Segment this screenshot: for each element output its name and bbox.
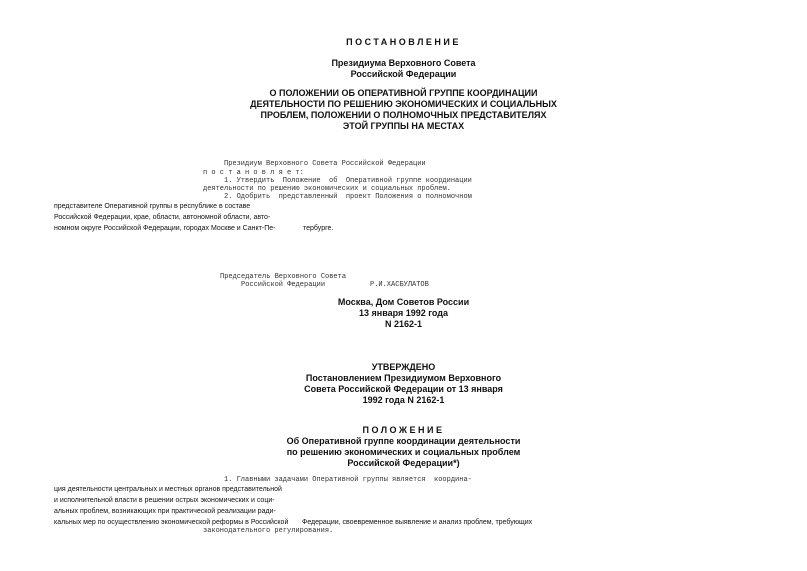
resolution-text-line: п о с т а н о в л я е т: — [203, 169, 304, 177]
regulation-heading: ПОЛОЖЕНИЕ — [362, 425, 445, 435]
regulation-text-line: и исполнительной власти в решении острых экономических и соци- — [54, 497, 275, 504]
document-title-line: ПРОБЛЕМ, ПОЛОЖЕНИИ О ПОЛНОМОЧНЫХ ПРЕДСТАВИТЕЛЯХ — [260, 110, 547, 120]
approval-line: Совета Российской Федерации от 13 января — [304, 384, 503, 394]
regulation-title-line: по решению экономических и социальных проблем — [286, 447, 521, 457]
approval-line: Постановлением Президиумом Верховного — [305, 373, 502, 383]
doc-type-heading: ПОСТАНОВЛЕНИЕ — [346, 37, 461, 47]
regulation-text-line: кальных мер по осуществлению экономической реформы в Российской — [54, 519, 289, 526]
document-title-line: ДЕЯТЕЛЬНОСТИ ПО РЕШЕНИЮ ЭКОНОМИЧЕСКИХ И СОЦИАЛЬНЫХ — [250, 99, 557, 109]
place: Москва, Дом Советов России — [337, 297, 470, 307]
approval-heading: УТВЕРЖДЕНО — [371, 362, 436, 372]
regulation-text-line: 1. Главными задачами Оперативной группы является координа- — [224, 476, 472, 484]
resolution-text-line: представителе Оперативной группы в республике в составе — [54, 203, 251, 210]
regulation-title-line: Российской Федерации*) — [347, 458, 460, 468]
issuer-line-2: Российской Федерации — [350, 69, 457, 79]
resolution-text-tail: тербурге. — [303, 225, 334, 232]
document-number: N 2162-1 — [384, 319, 423, 329]
regulation-text-line: ция деятельности центральных и местных органов представительной — [54, 486, 282, 493]
document-title-line: ЭТОЙ ГРУППЫ НА МЕСТАХ — [342, 121, 465, 131]
document-title-line: О ПОЛОЖЕНИИ ОБ ОПЕРАТИВНОЙ ГРУППЕ КООРДИНАЦИИ — [269, 88, 538, 98]
resolution-text-line: 1. Утвердить Положение об Оперативной группе координации — [224, 177, 472, 185]
resolution-text-line: деятельности по решению экономических и социальных проблем. — [203, 185, 451, 193]
signature-title-line-1: Председатель Верховного Совета — [220, 273, 347, 281]
signature-title-line-2: Российской Федерации — [241, 281, 326, 289]
issuer-line-1: Президиума Верховного Совета — [331, 58, 476, 68]
regulation-text-line: альных проблем, возникающих при практической реализации ради- — [54, 508, 276, 515]
resolution-text-line: Российской Федерации, крае, области, автономной области, авто- — [54, 214, 271, 221]
resolution-text-line: 2. Одобрить представленный проект Положения о полномочном — [224, 193, 472, 201]
approval-line: 1992 года N 2162-1 — [362, 395, 445, 405]
date: 13 января 1992 года — [359, 308, 448, 318]
resolution-text-line: номном округе Российской Федерации, городах Москве и Санкт-Пе- — [54, 225, 276, 232]
regulation-text-line: законодательного регулирования. — [203, 527, 334, 535]
regulation-title-line: Об Оперативной группе координации деятельности — [286, 436, 521, 446]
regulation-text-tail: Федерации, своевременное выявление и анализ проблем, требующих — [302, 519, 533, 526]
resolution-text-line: Президиум Верховного Совета Российской Федерации — [224, 160, 426, 168]
signature-name: Р.И.ХАСБУЛАТОВ — [370, 281, 429, 289]
